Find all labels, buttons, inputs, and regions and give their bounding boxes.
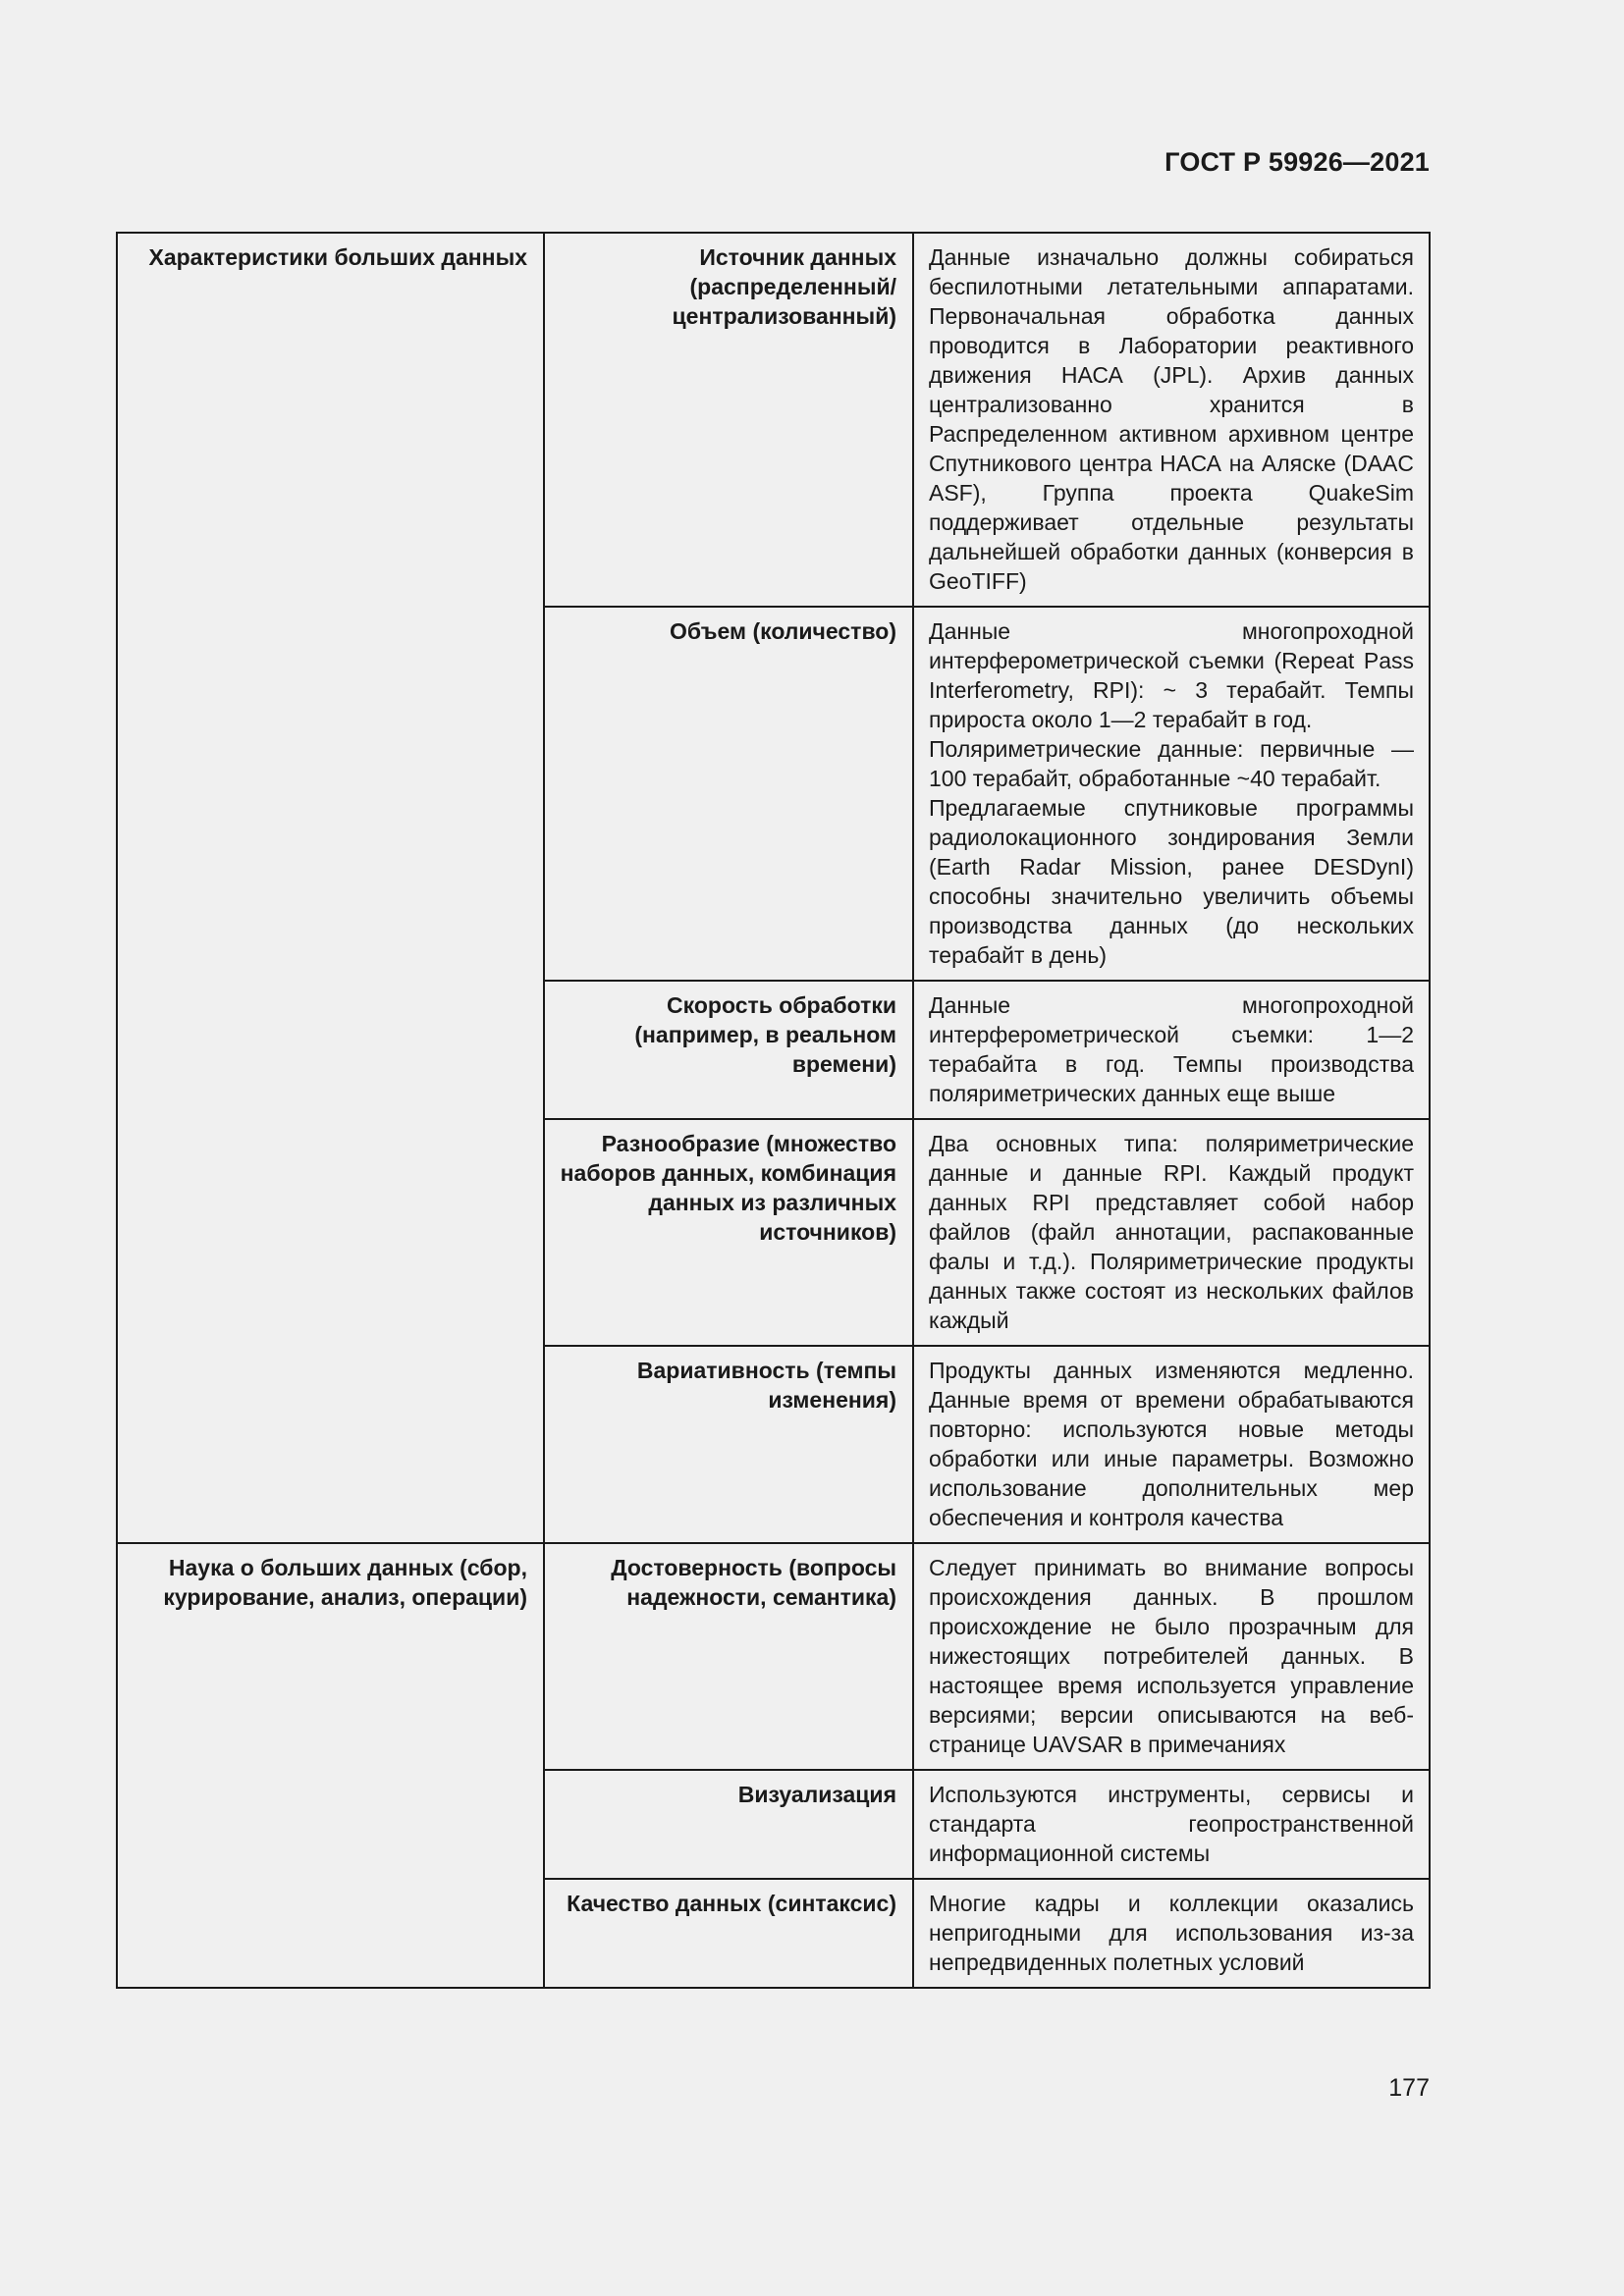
category-cell: Наука о больших данных (сбор, курирование, анализ, операции) xyxy=(117,1543,544,1988)
characteristic-cell: Достоверность (вопросы надежности, семантика) xyxy=(544,1543,913,1770)
description-cell xyxy=(913,1346,1430,1543)
description-cell xyxy=(913,1770,1430,1879)
description-cell xyxy=(913,981,1430,1119)
description-cell xyxy=(913,607,1430,981)
characteristic-cell: Вариативность (темпы изменения) xyxy=(544,1346,913,1543)
description-cell xyxy=(913,233,1430,607)
category-cell: Характеристики больших данных xyxy=(117,233,544,1543)
description-paragraph: Продукты данных изменяются медленно. Данные время от времени обрабатываются повторно: используются новые методы обработки или иные параметры. Возможно использование дополнительных мер обеспечения и контроля качества xyxy=(929,1358,1414,1530)
description-cell xyxy=(913,1543,1430,1770)
description-paragraph: Поляриметрические данные: первичные — 100 терабайт, обработанные ~40 терабайт. xyxy=(929,736,1414,791)
characteristic-cell: Объем (количество) xyxy=(544,607,913,981)
table-row xyxy=(117,1543,1430,1770)
document-header: ГОСТ Р 59926—2021 xyxy=(1164,147,1430,177)
characteristic-cell: Качество данных (синтаксис) xyxy=(544,1879,913,1988)
page-number: 177 xyxy=(1388,2074,1430,2102)
characteristic-cell: Разнообразие (множество наборов данных, комбинация данных из различных источников) xyxy=(544,1119,913,1346)
description-paragraph: Предлагаемые спутниковые программы радиолокационного зондирования Земли (Earth Radar Mission, ранее DESDynI) способны значительно увеличить объемы производства данных (до нескольких терабайт в день) xyxy=(929,795,1414,968)
description-cell xyxy=(913,1879,1430,1988)
description-paragraph: Используются инструменты, сервисы и стандарта геопространственной информационной системы xyxy=(929,1782,1414,1866)
requirements-table xyxy=(116,232,1431,1989)
description-paragraph: Данные многопроходной интерферометрической съемки: 1—2 терабайта в год. Темпы производства поляриметрических данных еще выше xyxy=(929,992,1414,1106)
table-row xyxy=(117,233,1430,607)
description-cell xyxy=(913,1119,1430,1346)
description-paragraph: Два основных типа: поляриметрические данные и данные RPI. Каждый продукт данных RPI представляет собой набор файлов (файл аннотации, распакованные фалы и т.д.). Поляриметрические продукты данных также состоят из нескольких файлов каждый xyxy=(929,1131,1414,1333)
characteristic-cell: Скорость обработки (например, в реальном времени) xyxy=(544,981,913,1119)
characteristic-cell: Источник данных (распределенный/ централизованный) xyxy=(544,233,913,607)
description-paragraph: Данные многопроходной интерферометрической съемки (Repeat Pass Interferometry, RPI): ~ 3 терабайт. Темпы прироста около 1—2 терабайт в год. xyxy=(929,618,1414,732)
description-paragraph: Данные изначально должны собираться беспилотными летательными аппаратами. Первоначальная обработка данных проводится в Лаборатории реактивного движения НАСА (JPL). Архив данных централизованно хранится в Распределенном активном архивном центре Спутникового центра НАСА на Аляске (DAAC ASF), Группа проекта QuakeSim поддерживает отдельные результаты дальнейшей обработки данных (конверсия в GeoTIFF) xyxy=(929,244,1414,594)
characteristic-cell: Визуализация xyxy=(544,1770,913,1879)
description-paragraph: Следует принимать во внимание вопросы происхождения данных. В прошлом происхождение не было прозрачным для нижестоящих потребителей данных. В настоящее время используется управление версиями; версии описываются на веб-странице UAVSAR в примечаниях xyxy=(929,1555,1414,1757)
description-paragraph: Многие кадры и коллекции оказались непригодными для использования из-за непредвиденных полетных условий xyxy=(929,1891,1414,1975)
